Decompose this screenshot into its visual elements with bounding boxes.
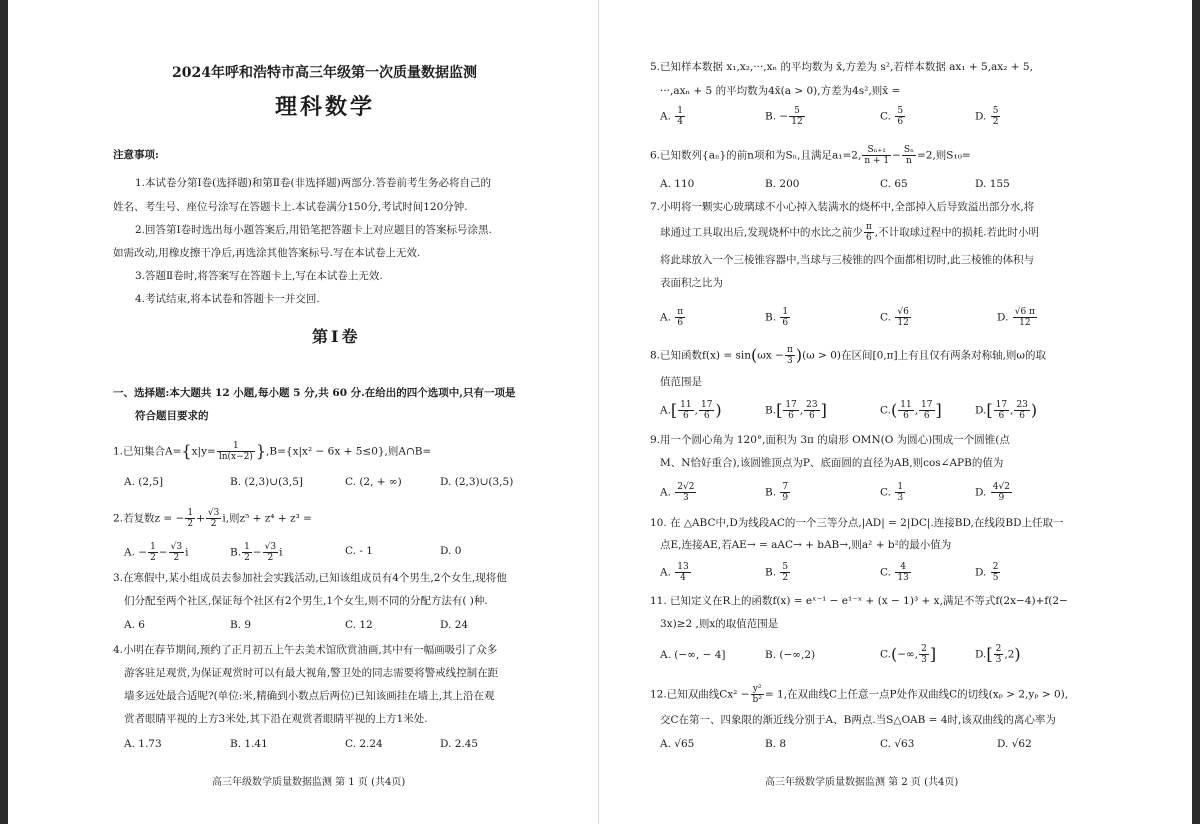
option-a: A. (−∞, − 4] <box>660 649 726 661</box>
question-10-line: 点E,连接AE,若AE→ = aAC→ + bAB→,则a² + b²的最小值为 <box>660 539 952 551</box>
option-b: B. 1.41 <box>230 738 268 750</box>
option-c: C. 65 <box>880 178 908 190</box>
option-c: C. - 1 <box>345 545 373 557</box>
option-a: A. $\frac{\pi}{6}$ <box>660 307 684 328</box>
page-2 <box>600 0 1200 824</box>
subject-title: 理科数学 <box>275 94 376 120</box>
option-d: D.[ $\frac{2}{3}$ ,2) <box>975 644 1021 665</box>
question-9-line: 9.用一个圆心角为 120°,面积为 3π 的扇形 OMN(O 为圆心)围成一个圆锥(点 <box>650 434 1010 446</box>
option-c: C. $\frac{5}{6}$ <box>880 106 904 127</box>
question-2: 2.若复数z = − $\frac{1}{2}$ + $\frac{√3}{2}$ i,则z⁵ + z⁴ + z³ = <box>113 508 312 529</box>
option-c: C. √63 <box>880 738 915 750</box>
option-b: B. 200 <box>765 178 800 190</box>
exam-title: 2024年呼和浩特市高三年级第一次质量数据监测 <box>172 65 477 81</box>
option-d: D. (2,3)∪(3,5) <box>440 476 514 488</box>
option-d: D.[ $\frac{17}{6}$ , $\frac{23}{6}$ ) <box>975 400 1038 421</box>
option-d: D. 0 <box>440 545 462 557</box>
option-a: A. √65 <box>660 738 695 750</box>
option-b: B. $\frac{5}{2}$ <box>765 562 789 583</box>
question-12-line: 交C在第一、四象限的渐近线分别于A、B两点.当S△OAB = 4时,该双曲线的离心率为 <box>660 714 1056 726</box>
question-5-line: 5.已知样本数据 x₁,x₂,···,xₙ 的平均数为 x̄,方差为 s²,若样本数据 ax₁ + 5,ax₂ + 5, <box>650 61 1033 73</box>
question-7-line: 将此球放入一个三棱锥容器中,当球与三棱锥的四个面都相切时,此三棱锥的体积与 <box>660 254 1035 266</box>
option-b: B. − $\frac{5}{12}$ <box>765 106 803 127</box>
question-11-line: 11. 已知定义在R上的函数f(x) = eˣ⁻¹ − e¹⁻ˣ + (x − 1)³ + x,满足不等式f(2x−4)+f(2− <box>650 595 1068 607</box>
notice-line: 姓名、考生号、座位号涂写在答题卡上.本试卷满分150分,考试时间120分钟. <box>113 201 468 213</box>
option-c: C. $\frac{1}{3}$ <box>880 482 904 503</box>
option-b: B. 9 <box>230 619 252 631</box>
option-d: D. 2.45 <box>440 738 479 750</box>
option-c: C. (2, + ∞) <box>345 476 402 488</box>
option-b: B. $\frac{1}{2}$ − $\frac{√3}{2}$ i <box>230 542 283 563</box>
question-4-line: 墙多远处最合适呢?(单位:米,精确到小数点后两位)已知该画挂在墙上,其上沿在观 <box>124 690 495 702</box>
option-d: D. 24 <box>440 619 469 631</box>
notice-line: 如需改动,用橡皮擦干净后,再选涂其他答案标号.写在本试卷上无效. <box>113 247 421 259</box>
question-1: 1.已知集合A={x|y= $\frac{1}{\ln(x-2)}$ },B={x|x² − 6x + 5≤0},则A∩B= <box>113 441 432 462</box>
instruction-line: 符合题目要求的 <box>135 410 209 422</box>
question-7-line: 7.小明将一颗实心玻璃球不小心掉入装满水的烧杯中,全部掉入后导致溢出部分水,将 <box>650 201 1035 213</box>
option-c: C.( $\frac{11}{6}$ , $\frac{17}{6}$ ] <box>880 400 942 421</box>
page-footer: 高三年级数学质量数据监测 第 1 页 (共4页) <box>212 777 406 788</box>
option-d: D. $\frac{4√2}{9}$ <box>975 482 1010 503</box>
option-a: A. − $\frac{1}{2}$ − $\frac{√3}{2}$ i <box>124 542 189 563</box>
option-b: B.[ $\frac{17}{6}$ , $\frac{23}{6}$ ] <box>765 400 827 421</box>
notice-line: 2.回答第Ⅰ卷时选出每小题答案后,用铅笔把答题卡上对应题目的答案标号涂黑. <box>135 224 492 236</box>
question-12: 12.已知双曲线Cx² − $\frac{\text{y²}}{\text{b²}}$ = 1,在双曲线C上任意一点P处作双曲线C的切线(xₚ > 2,yₚ > 0), <box>650 684 1069 705</box>
option-d: D. √62 <box>997 738 1032 750</box>
section-title: 第Ⅰ卷 <box>312 327 361 346</box>
option-a: A. $\frac{13}{4}$ <box>660 562 689 583</box>
question-7-line: 表面积之比为 <box>660 277 723 289</box>
option-c: C. 12 <box>345 619 373 631</box>
option-d: D. 155 <box>975 178 1010 190</box>
question-3-line: 们分配至两个社区,保证每个社区有2个男生,1个女生,则不同的分配方法有( )种. <box>124 595 488 607</box>
option-b: B. 8 <box>765 738 787 750</box>
question-9-line: M、N恰好重合),该圆锥顶点为P、底面圆的直径为AB,则cos∠APB的值为 <box>660 457 1004 469</box>
question-4-line: 4.小明在春节期间,预约了正月初五上午去美术馆欣赏油画,其中有一幅画吸引了众多 <box>113 644 498 656</box>
option-b: B. $\frac{1}{6}$ <box>765 307 789 328</box>
option-b: B. $\frac{7}{9}$ <box>765 482 789 503</box>
notice-heading: 注意事项: <box>113 149 159 161</box>
notice-line: 3.答题Ⅱ卷时,将答案写在答题卡上,写在本试卷上无效. <box>135 270 383 282</box>
option-a: A. $\frac{2√2}{3}$ <box>660 482 695 503</box>
notice-line: 4.考试结束,将本试卷和答题卡一并交回. <box>135 293 320 305</box>
instruction-line: 一、选择题:本大题共 12 小题,每小题 5 分,共 60 分.在给出的四个选项中,只有一项是 <box>113 387 516 399</box>
option-d: D. $\frac{√6 \pi}{12}$ <box>997 307 1035 328</box>
option-b: B. (−∞,2) <box>765 649 816 661</box>
question-4-line: 游客驻足观赏,为保证观赏时可以有最大视角,警卫处的同志需要将警戒线控制在距 <box>124 667 499 679</box>
question-6: 6.已知数列{aₙ}的前n项和为Sₙ,且满足a₁=2, $\frac{\text{Sₙ₊₁}}{n + 1}$ − $\frac{\text{Sₙ}}{n}$ =2,则S₁₀= <box>650 145 971 166</box>
option-a: A. 1.73 <box>124 738 162 750</box>
notice-line: 1.本试卷分第Ⅰ卷(选择题)和第Ⅱ卷(非选择题)两部分.答卷前考生务必将自己的 <box>135 177 492 189</box>
option-a: A.[ $\frac{11}{6}$ , $\frac{17}{6}$ ) <box>660 400 722 421</box>
option-a: A. $\frac{1}{4}$ <box>660 106 683 127</box>
question-4-line: 赏者眼睛平视的上方3米处,其下沿在观赏者眼睛平视的上方1米处. <box>124 713 428 725</box>
option-d: D. $\frac{2}{5}$ <box>975 562 999 583</box>
option-a: A. (2,5] <box>124 476 164 488</box>
question-10-line: 10. 在 △ABC中,D为线段AC的一个三等分点,|AD| = 2|DC|.连接BD,在线段BD上任取一 <box>650 517 1064 529</box>
option-d: D. $\frac{5}{2}$ <box>975 106 999 127</box>
question-8-line: 值范围是 <box>660 376 702 388</box>
question-3-line: 3.在寒假中,某小组成员去参加社会实践活动,已知该组成员有4个男生,2个女生,现将他 <box>113 572 507 584</box>
option-c: C. 2.24 <box>345 738 383 750</box>
page-footer: 高三年级数学质量数据监测 第 2 页 (共4页) <box>765 777 959 788</box>
option-b: B. (2,3)∪(3,5] <box>230 476 303 488</box>
option-a: A. 6 <box>124 619 145 631</box>
option-a: A. 110 <box>660 178 695 190</box>
option-c: C.(−∞, $\frac{2}{3}$ ] <box>880 644 937 665</box>
option-c: C. $\frac{√6}{12}$ <box>880 307 909 328</box>
question-8: 8.已知函数f(x) = sin(ωx − $\frac{\pi}{3}$ )(ω > 0)在区间[0,π]上有且仅有两条对称轴,则ω的取 <box>650 345 1046 366</box>
question-7-line: 球通过工具取出后,发现烧杯中的水比之前少 $\frac{\pi}{6}$ ,不计取球过程中的损耗.若此时小明 <box>660 222 1039 243</box>
question-5-line: ···,axₙ + 5 的平均数为4x̄(a > 0),方差为4s²,则x̄ = <box>660 85 901 97</box>
option-c: C. $\frac{4}{13}$ <box>880 562 909 583</box>
question-11-line: 3x)≥2 ,则x的取值范围是 <box>660 618 779 630</box>
